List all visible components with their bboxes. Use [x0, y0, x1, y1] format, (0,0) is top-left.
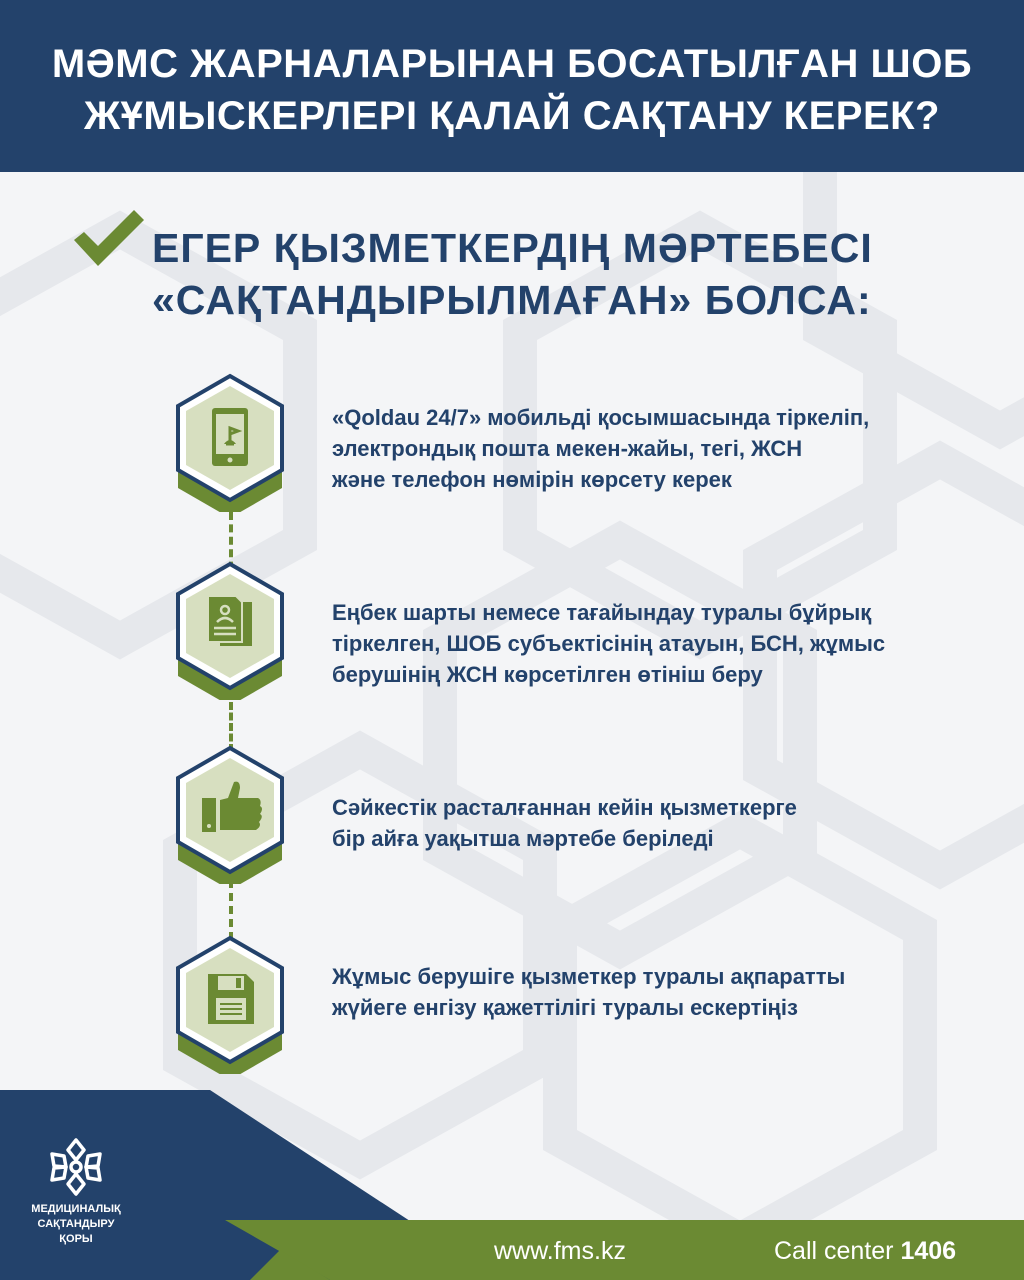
snowflake-logo-icon	[46, 1136, 106, 1198]
step-line: бір айға уақытша мәртебе беріледі	[332, 826, 714, 851]
step-line: Жұмыс берушіге қызметкер туралы ақпаратты	[332, 964, 846, 989]
step-line: жүйеге енгізу қажеттілігі туралы ескертіңіз	[332, 995, 798, 1020]
step-line: «Qoldau 24/7» мобильді қосымшасында тіркеліп,	[332, 405, 870, 430]
call-center-label: Call center	[774, 1237, 894, 1265]
step-line: Еңбек шарты немесе тағайындау туралы бұйрық	[332, 600, 872, 625]
step-line: берушінің ЖСН көрсетілген өтініш беру	[332, 662, 763, 687]
step-line: электрондық пошта мекен-жайы, тегі, ЖСН	[332, 436, 803, 461]
logo-text	[20, 1202, 132, 1247]
step-line: тіркелген, ШОБ субъектісінің атауын, БСН, жұмыс	[332, 631, 886, 656]
step-line: Сәйкестік расталғаннан кейін қызметкерге	[332, 795, 797, 820]
logo-line-3: ҚОРЫ	[59, 1233, 93, 1245]
step-line: және телефон нөмірін көрсету керек	[332, 467, 732, 492]
website-link[interactable]: www.fms.kz	[494, 1237, 626, 1265]
subtitle-line-2: «САҚТАНДЫРЫЛМАҒАН» БОЛСА:	[152, 277, 872, 323]
call-center-number[interactable]: 1406	[900, 1237, 957, 1265]
logo-line-2: САҚТАНДЫРУ	[37, 1218, 115, 1230]
title-line-1: МӘМС ЖАРНАЛАРЫНАН БОСАТЫЛҒАН ШОБ	[51, 42, 973, 86]
logo-line-1: МЕДИЦИНАЛЫҚ	[31, 1203, 121, 1215]
title-line-2: ЖҰМЫСКЕРЛЕРІ ҚАЛАЙ САҚТАНУ КЕРЕК?	[84, 94, 940, 138]
subtitle-line-1: ЕГЕР ҚЫЗМЕТКЕРДІҢ МӘРТЕБЕСІ	[152, 225, 873, 271]
call-center	[774, 1234, 956, 1268]
